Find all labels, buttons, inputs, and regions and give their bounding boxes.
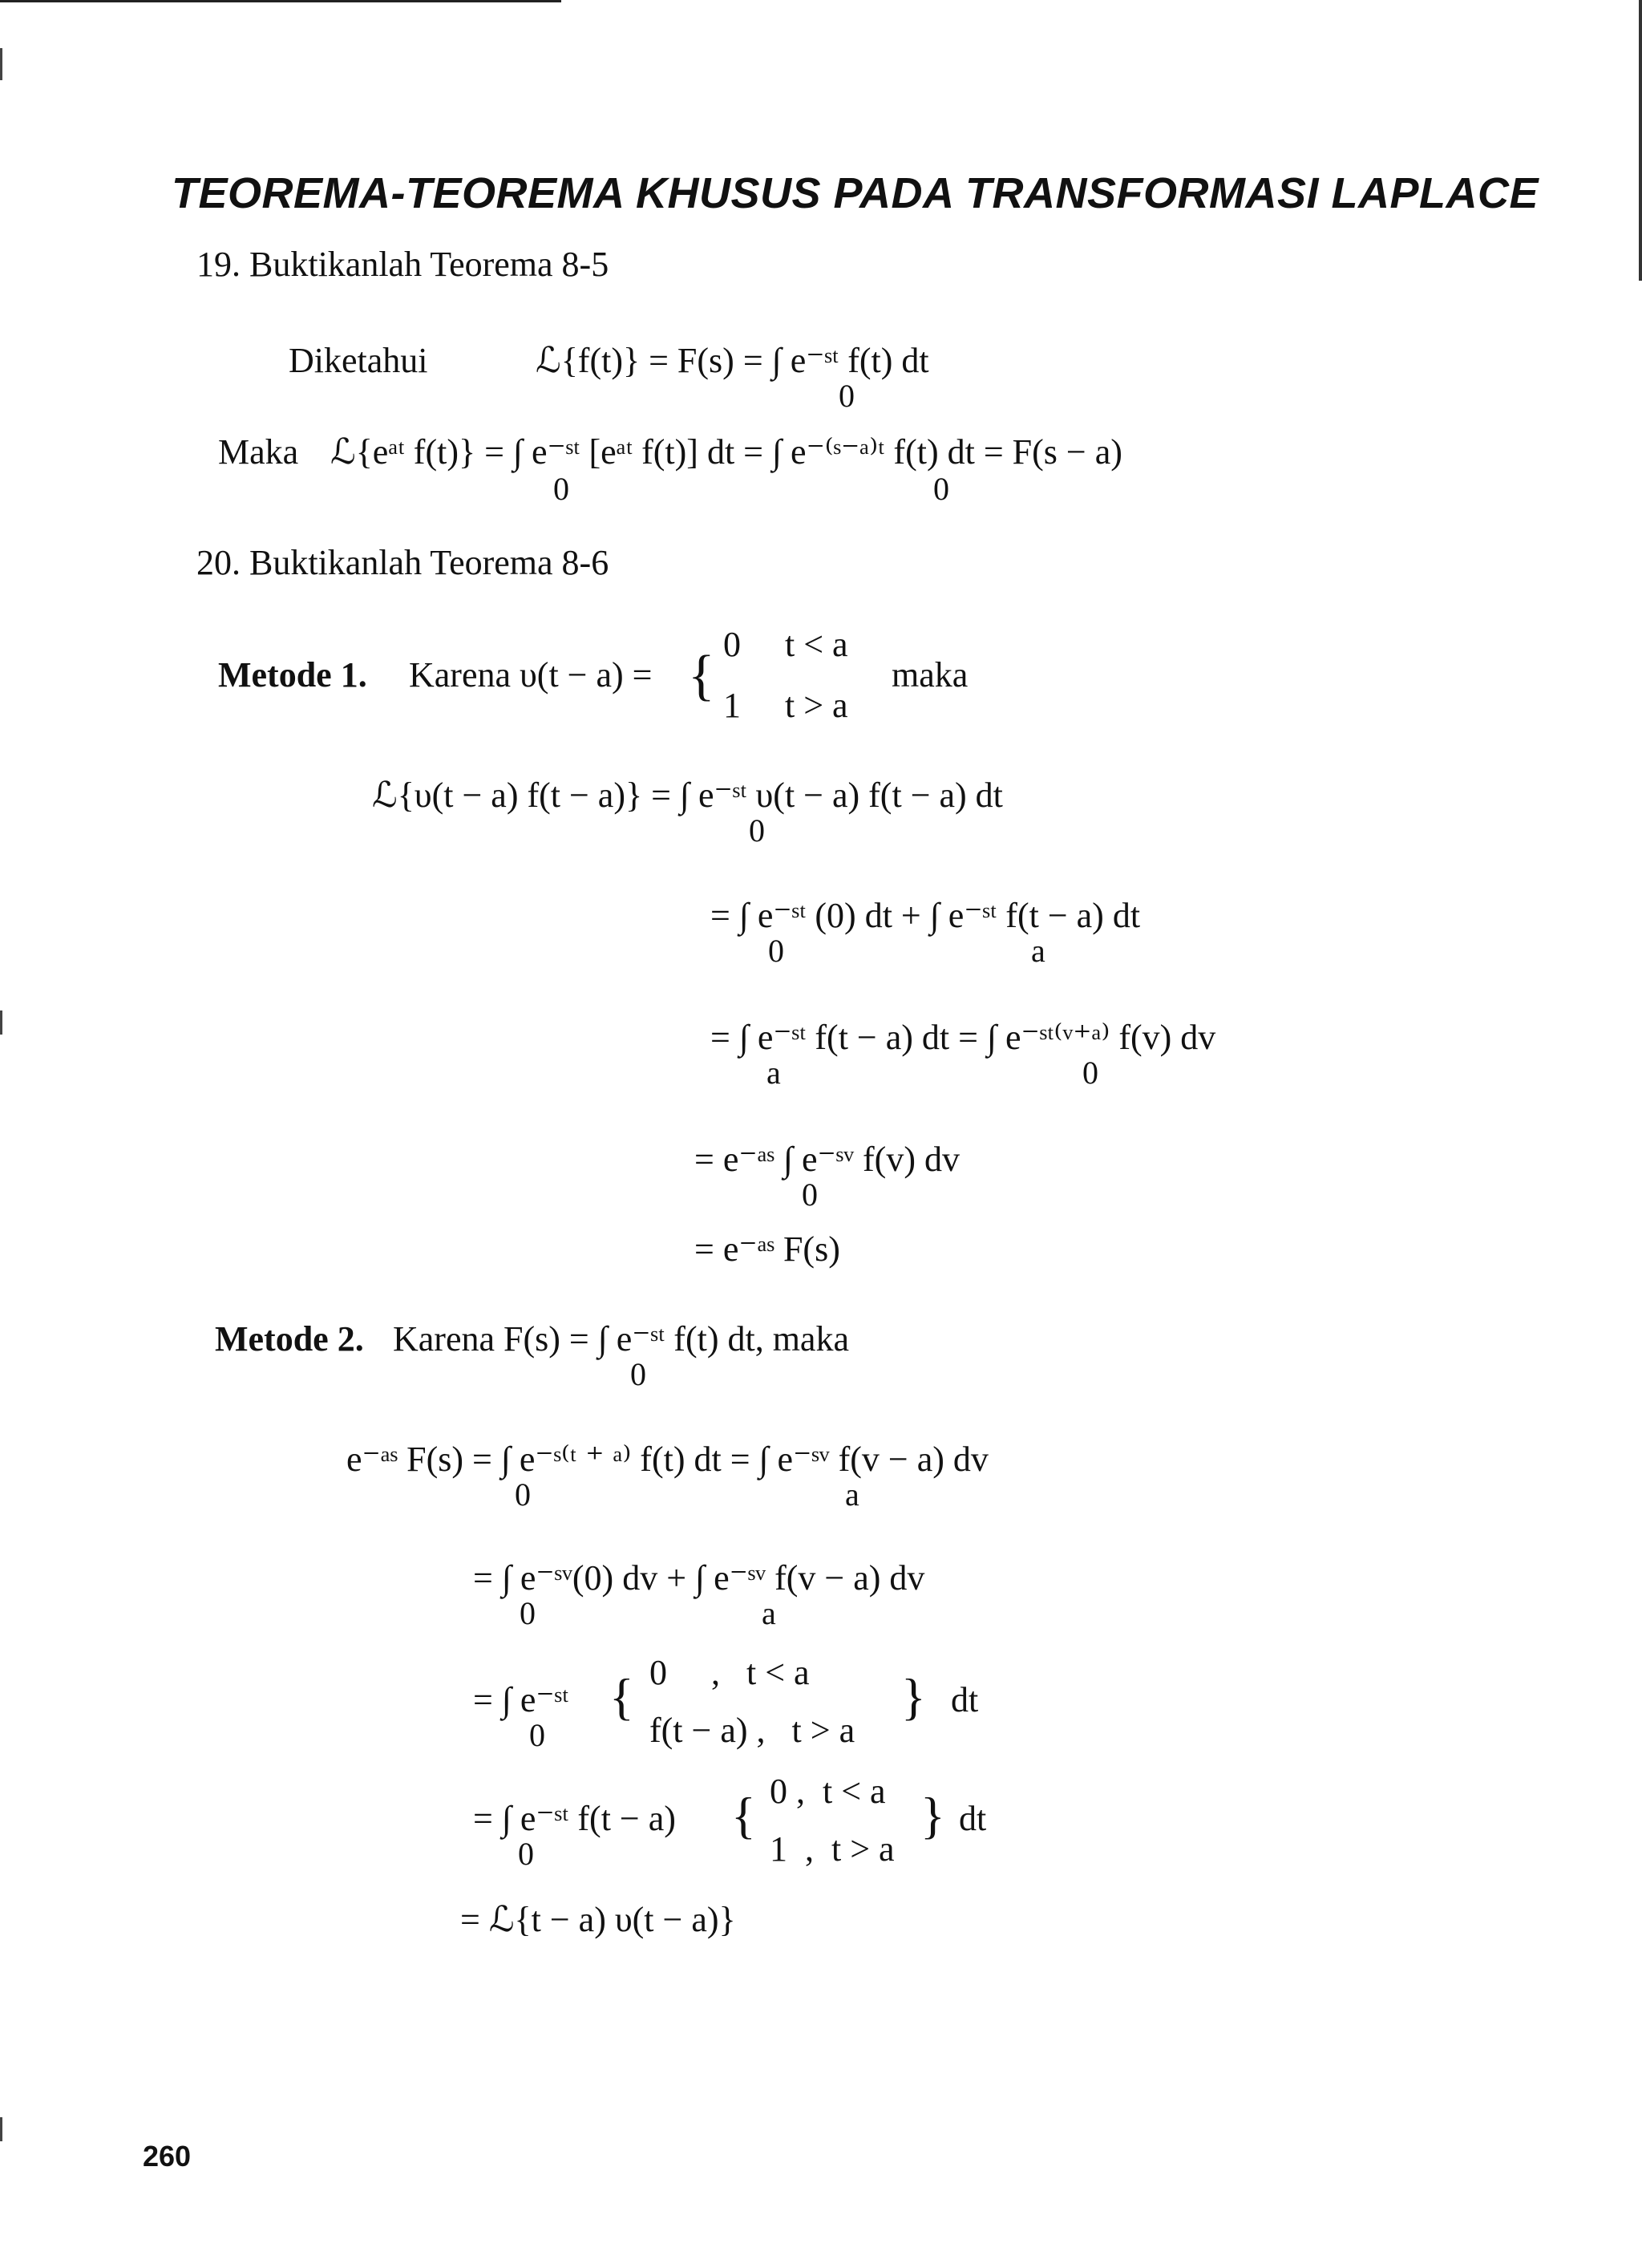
- integral-lower-limit: 0: [515, 1476, 531, 1513]
- m1-line-1: ℒ{υ(t − a) f(t − a)} = ∫ e⁻ˢᵗ υ(t − a) f(t − a) dt: [372, 776, 1003, 815]
- integral-lower-limit: 0: [749, 812, 765, 848]
- integral-lower-limit: 0: [768, 933, 784, 969]
- integral-lower-limit: 0: [529, 1717, 545, 1753]
- m1-line-2: = ∫ e⁻ˢᵗ (0) dt + ∫ e⁻ˢᵗ f(t − a) dt: [710, 896, 1141, 935]
- given-equation: ℒ{f(t)} = F(s) = ∫ e⁻ˢᵗ f(t) dt: [536, 341, 929, 380]
- m2-line-3-post: dt: [951, 1680, 979, 1719]
- top-scan-rule: [0, 0, 561, 2]
- m2-line-2: = ∫ e⁻ˢᵛ(0) dv + ∫ e⁻ˢᵛ f(v − a) dv: [473, 1558, 925, 1598]
- left-scan-mark: [0, 2117, 2, 2141]
- m1-line-4: = e⁻ᵃˢ ∫ e⁻ˢᵛ f(v) dv: [694, 1140, 960, 1179]
- m2-line-1: e⁻ᵃˢ F(s) = ∫ e⁻ˢ⁽ᵗ ⁺ ᵃ⁾ f(t) dt = ∫ e⁻ˢᵛ f(v − a) dv: [346, 1440, 989, 1479]
- integral-lower-limit: 0: [518, 1836, 534, 1872]
- given-label: Diketahui: [289, 341, 428, 380]
- method-1-label: Metode 1.: [218, 655, 367, 695]
- case-brace: {: [688, 645, 715, 707]
- integral-lower-limit: a: [766, 1055, 781, 1091]
- method-2-text: Karena F(s) = ∫ e⁻ˢᵗ f(t) dt, maka: [393, 1319, 849, 1359]
- case-brace: {: [731, 1787, 756, 1844]
- m2-line-4-case-bottom: 1 , t > a: [770, 1829, 895, 1869]
- m2-line-3-case-top: 0 , t < a: [649, 1653, 810, 1692]
- integral-lower-limit: a: [762, 1595, 776, 1631]
- m2-line-4-pre: = ∫ e⁻ˢᵗ f(t − a): [473, 1799, 676, 1838]
- integral-lower-limit: 0: [1082, 1055, 1098, 1091]
- method-1-text: Karena υ(t − a) =: [409, 655, 653, 695]
- integral-lower-limit: 0: [802, 1177, 818, 1213]
- case-brace-close: }: [920, 1787, 945, 1844]
- integral-lower-limit: a: [1031, 933, 1045, 969]
- then-label: Maka: [218, 432, 299, 472]
- then-equation: ℒ{eᵃᵗ f(t)} = ∫ e⁻ˢᵗ [eᵃᵗ f(t)] dt = ∫ e⁻⁽ˢ⁻ᵃ⁾ᵗ f(t) dt = F(s − a): [330, 432, 1122, 472]
- m2-line-3-pre: = ∫ e⁻ˢᵗ: [473, 1680, 569, 1719]
- method-2-label: Metode 2.: [215, 1319, 364, 1359]
- section-heading: TEOREMA-TEOREMA KHUSUS PADA TRANSFORMASI LAPLACE: [172, 169, 1539, 217]
- m2-line-5: = ℒ{t − a) υ(t − a)}: [460, 1900, 736, 1939]
- right-scan-edge: [1639, 0, 1642, 281]
- m2-line-4-case-top: 0 , t < a: [770, 1772, 886, 1811]
- page-number: 260: [143, 2140, 192, 2173]
- integral-lower-limit: 0: [933, 471, 949, 507]
- m2-line-4-post: dt: [959, 1799, 987, 1838]
- integral-lower-limit: 0: [520, 1595, 536, 1631]
- case-top: 0 t < a: [723, 625, 848, 664]
- left-scan-mark: [0, 48, 2, 80]
- m1-line-3: = ∫ e⁻ˢᵗ f(t − a) dt = ∫ e⁻ˢᵗ⁽ᵛ⁺ᵃ⁾ f(v) dv: [710, 1018, 1216, 1057]
- problem-20-title: 20. Buktikanlah Teorema 8-6: [196, 543, 609, 582]
- integral-lower-limit: a: [845, 1476, 859, 1513]
- problem-19-title: 19. Buktikanlah Teorema 8-5: [196, 245, 609, 284]
- method-1-maka: maka: [892, 655, 969, 695]
- case-bottom: 1 t > a: [723, 686, 848, 725]
- m2-line-3-case-bottom: f(t − a) , t > a: [649, 1711, 855, 1750]
- integral-lower-limit: 0: [630, 1356, 646, 1392]
- m1-line-5: = e⁻ᵃˢ F(s): [694, 1229, 840, 1269]
- left-scan-mark: [0, 1010, 2, 1035]
- integral-lower-limit: 0: [553, 471, 569, 507]
- case-brace: {: [609, 1668, 634, 1725]
- case-brace-close: }: [901, 1668, 926, 1725]
- integral-lower-limit: 0: [839, 378, 855, 414]
